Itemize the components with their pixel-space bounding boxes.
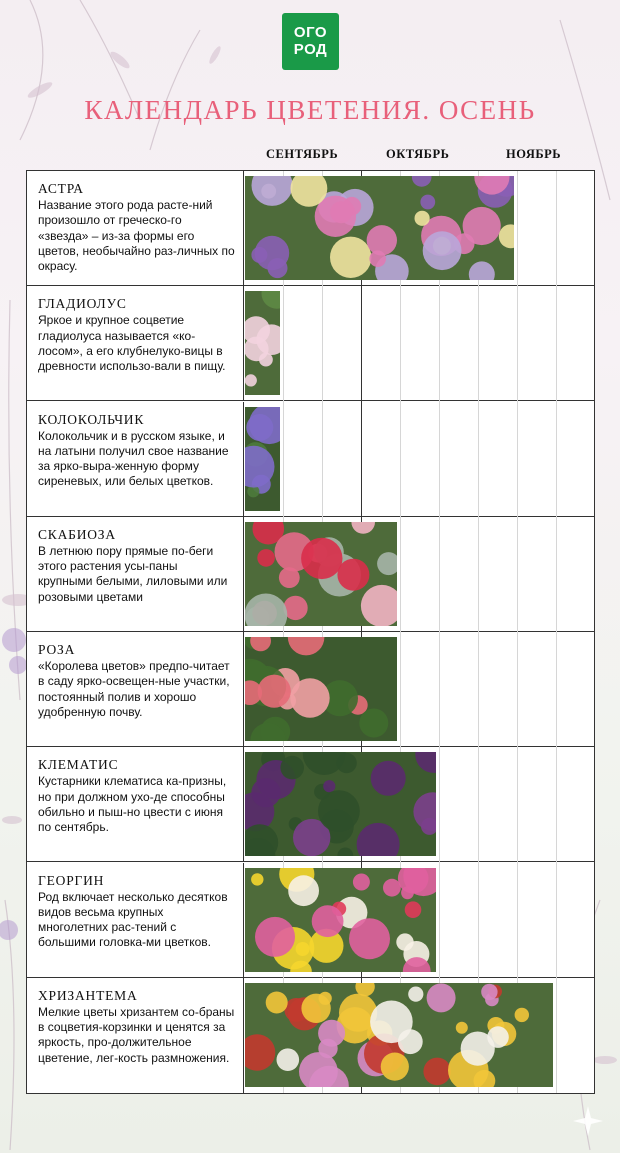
- plant-name: ХРИЗАНТЕМА: [38, 987, 138, 1003]
- plant-name: АСТРА: [38, 181, 84, 196]
- plant-info-cell: [27, 863, 244, 977]
- ogorod-logo[interactable]: [282, 13, 339, 70]
- plant-row: [27, 517, 594, 632]
- plant-name: ГЛАДИОЛУС: [38, 296, 127, 312]
- month-header-november: НОЯБРЬ: [506, 147, 562, 161]
- dahlia-photo: [245, 868, 436, 972]
- scabiosa-photo: [245, 522, 397, 626]
- week-gridline: [556, 171, 557, 1093]
- week-gridline: [478, 171, 479, 1093]
- chrysanthemum-photo: [245, 983, 553, 1087]
- clematis-photo: [245, 752, 436, 856]
- plant-name: РОЗА: [38, 642, 76, 657]
- plant-name: ГЕОРГИН: [38, 872, 105, 888]
- plant-row: [27, 286, 594, 401]
- plant-row: [27, 863, 594, 978]
- plant-name: СКАБИОЗА: [38, 526, 116, 542]
- plant-row: [27, 632, 594, 747]
- plant-description: Мелкие цветы хризантем со-браны в соцветия-корзинки и ценятся за яркость, про-должительное цветение, лег-кость размножения.: [38, 1004, 235, 1065]
- plant-description: Род включает несколько десятков видов весьма крупных многолетних рас-тений с большими головка-ми цветков.: [38, 889, 228, 950]
- plant-description: «Королева цветов» предпо-читает в саду ярко-освещен-ные участки, постоянный полив и хорошо удобренную почву.: [38, 659, 230, 719]
- plant-info-cell: [27, 402, 244, 516]
- logo-line-1: ОГО: [293, 24, 328, 41]
- plant-description: В летнюю пору прямые по-беги этого растения усы-паны крупными белыми, лиловыми или розовыми цветами: [38, 543, 228, 604]
- plant-description: Кустарники клематиса ка-призны, но при должном ухо-де способны обильно и пыш-но цвести с июня по сентябрь.: [38, 774, 227, 835]
- plant-info-cell: [27, 747, 244, 861]
- rose-photo: [245, 637, 397, 741]
- plant-info-cell: [27, 517, 244, 631]
- plant-info-cell: [27, 978, 244, 1093]
- plant-row: [27, 402, 594, 517]
- plant-info-cell: [27, 286, 244, 400]
- plant-info-cell: [27, 171, 244, 285]
- bellflower-photo: [245, 407, 280, 511]
- bloom-calendar-table: [26, 170, 595, 1094]
- plant-info-cell: [27, 632, 244, 746]
- plant-name: КЛЕМАТИС: [38, 757, 119, 773]
- gladiolus-photo: [245, 291, 280, 395]
- month-header-october: ОКТЯБРЬ: [386, 147, 450, 161]
- plant-row: [27, 171, 594, 286]
- plant-row: [27, 747, 594, 862]
- aster-photo: [245, 176, 514, 280]
- plant-description: Яркое и крупное соцветие гладиолуса называется «ко-лосом», а его клубнелуко-вицы в древности использо-вали в пищу.: [38, 313, 226, 374]
- plant-name: КОЛОКОЛЬЧИК: [38, 411, 145, 427]
- plant-description: Колокольчик и в русском языке, и на латыни получил свое название за ярко-выра-женную форму сиреневых, или белых цветков.: [38, 428, 229, 489]
- month-header-september: СЕНТЯБРЬ: [266, 147, 339, 161]
- plant-row: [27, 978, 594, 1093]
- week-gridline: [439, 171, 440, 1093]
- page-title: КАЛЕНДАРЬ ЦВЕТЕНИЯ. ОСЕНЬ: [84, 95, 536, 125]
- logo-line-2: РОД: [293, 41, 328, 58]
- week-gridline: [517, 171, 518, 1093]
- plant-description: Название этого рода расте-ний произошло от греческо-го «звезда» – из-за формы его цветов, необычайно раз-личных по окрасу.: [38, 198, 235, 274]
